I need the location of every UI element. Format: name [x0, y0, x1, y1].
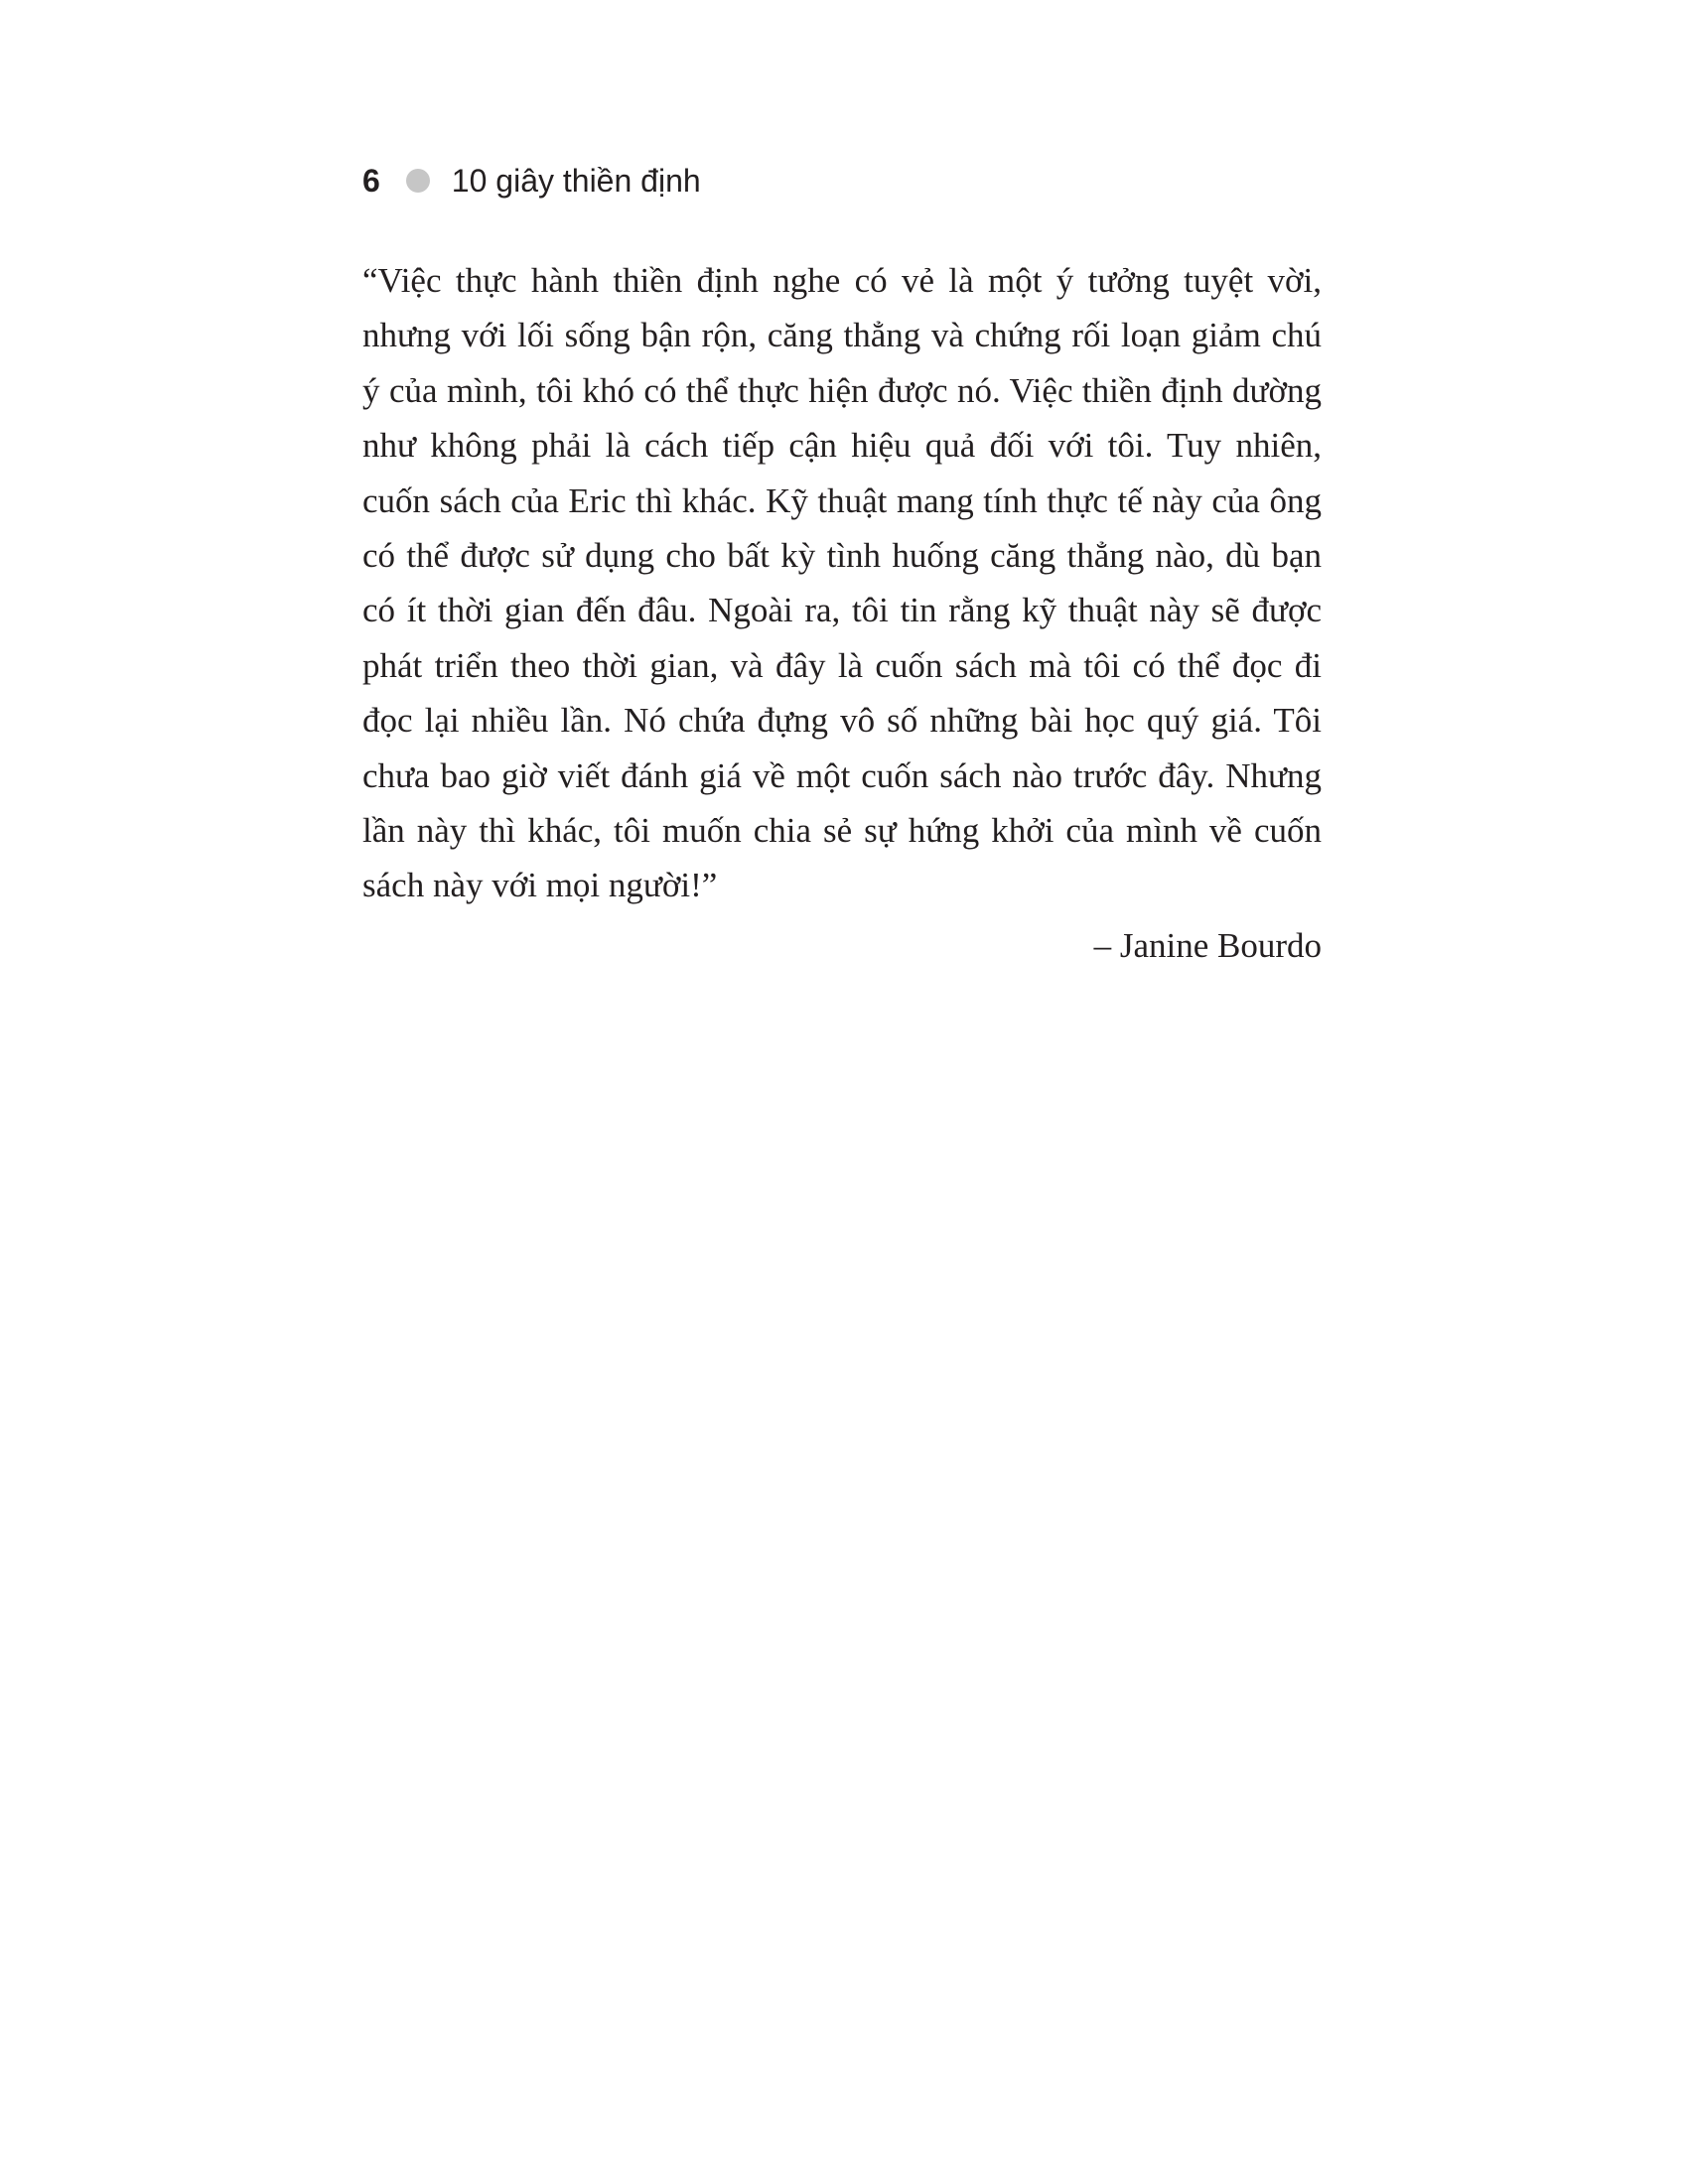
quote-line: sách này với mọi người!”	[362, 866, 718, 905]
quote-line: “Việc thực hành thiền định nghe có vẻ là một ý tưởng tuyệt vời,	[362, 261, 1322, 300]
testimonial-quote	[362, 253, 1322, 913]
quote-line: lần này thì khác, tôi muốn chia sẻ sự hứng khởi của mình về cuốn	[362, 810, 1322, 850]
running-title: 10 giây thiền định	[451, 163, 701, 199]
page-header	[362, 159, 701, 203]
gray-dot-icon	[406, 169, 430, 193]
quote-attribution: – Janine Bourdo	[1093, 926, 1322, 965]
quote-line: nhưng với lối sống bận rộn, căng thẳng và chứng rối loạn giảm chú	[362, 316, 1322, 355]
quote-line: như không phải là cách tiếp cận hiệu quả đối với tôi. Tuy nhiên,	[362, 426, 1322, 466]
quote-line: phát triển theo thời gian, và đây là cuốn sách mà tôi có thể đọc đi	[362, 645, 1322, 685]
quote-line: có thể được sử dụng cho bất kỳ tình huống căng thẳng nào, dù bạn	[362, 535, 1322, 575]
page-number: 6	[362, 163, 380, 199]
quote-line: chưa bao giờ viết đánh giá về một cuốn sách nào trước đây. Nhưng	[362, 755, 1322, 795]
quote-line: có ít thời gian đến đâu. Ngoài ra, tôi tin rằng kỹ thuật này sẽ được	[362, 591, 1322, 630]
quote-line: cuốn sách của Eric thì khác. Kỹ thuật mang tính thực tế này của ông	[362, 480, 1322, 520]
quote-line: đọc lại nhiều lần. Nó chứa đựng vô số những bài học quý giá. Tôi	[362, 701, 1322, 741]
quote-line: ý của mình, tôi khó có thể thực hiện được nó. Việc thiền định dường	[362, 370, 1322, 410]
